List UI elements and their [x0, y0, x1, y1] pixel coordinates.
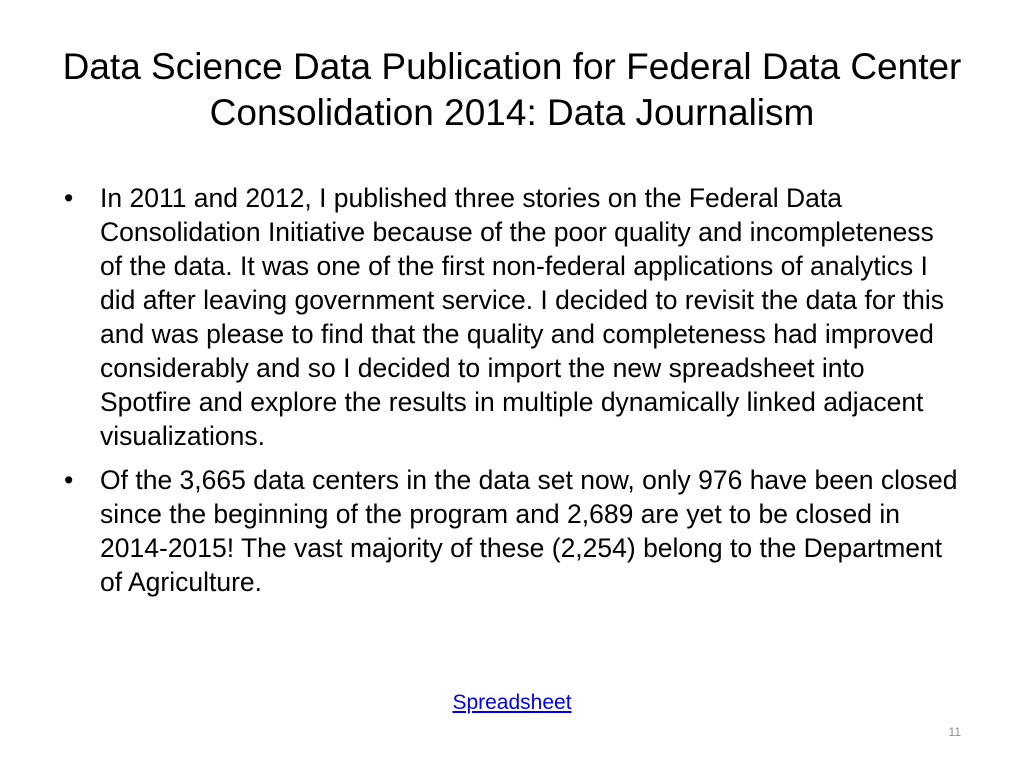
slide-title: Data Science Data Publication for Federal Data Center Consolidation 2014: Data Journalism: [62, 46, 962, 133]
bullet-list: [60, 181, 960, 609]
slide-number: 11: [948, 725, 961, 739]
link-container: [0, 690, 1024, 716]
spreadsheet-link[interactable]: Spreadsheet: [452, 691, 572, 714]
bullet-item: [60, 463, 960, 599]
bullet-text: In 2011 and 2012, I published three stories on the Federal Data Consolidation Initiative because of the poor quality and incompleteness of the data. It was one of the first non-federal applications of analytics I did after leaving government service. I decided to revisit the data for this and was please to find that the quality and completeness had improved considerably and so I decided to import the new spreadsheet into Spotfire and explore the results in multiple dynamically linked adjacent visualizations.: [100, 183, 945, 451]
bullet-marker: •: [64, 465, 74, 495]
bullet-marker: •: [64, 183, 74, 213]
bullet-text: Of the 3,665 data centers in the data set now, only 976 have been closed since the beginning of the program and 2,689 are yet to be closed in 2014-2015! The vast majority of these (2,254) belong to the Department of Agriculture.: [100, 465, 958, 597]
bullet-item: [60, 181, 960, 453]
